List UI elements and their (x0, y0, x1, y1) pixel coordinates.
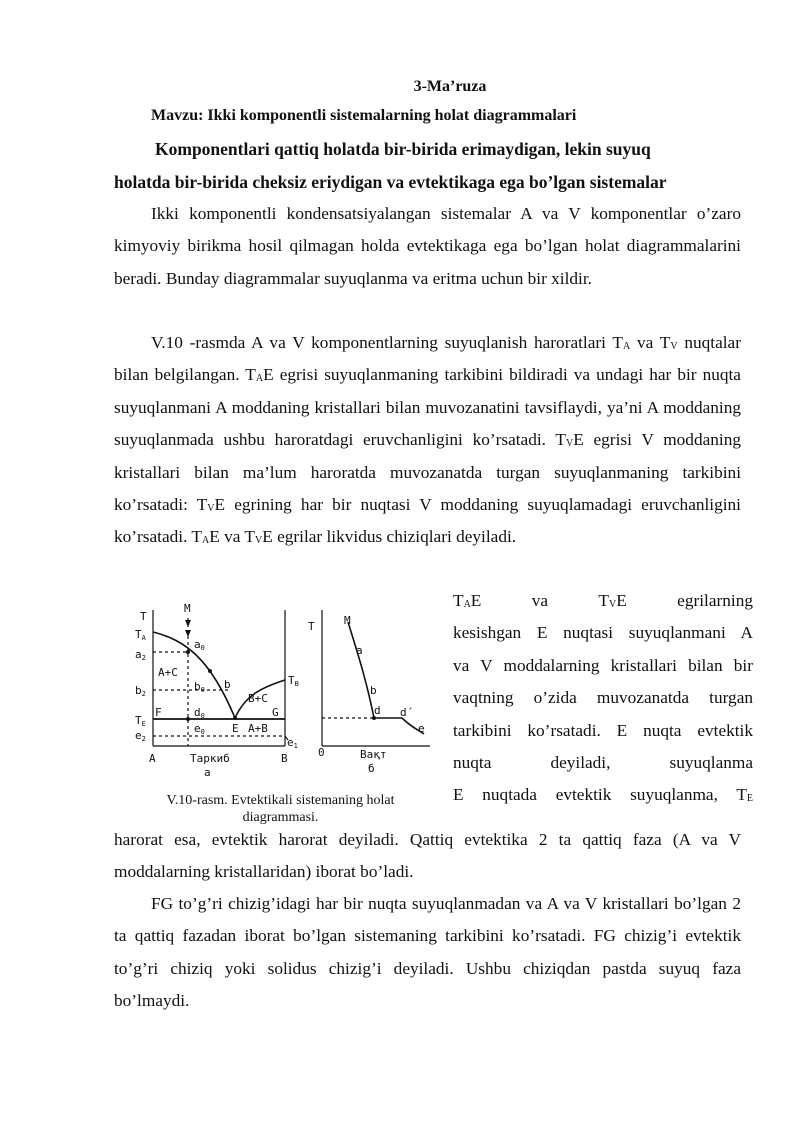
side-line-1: $T_AE$ va $T_VE$ egrilarning (453, 591, 753, 610)
cooling-curve-upper (348, 622, 374, 718)
svg-text:b2: b2 (135, 684, 146, 698)
side-line-3: va V moddalarning kristallari bilan bir (453, 655, 753, 675)
right-x-sub: б (368, 762, 375, 775)
paragraph-eutectic-temp: harorat esa, evtektik harorat deyiladi. Qattiq evtektika 2 ta qattiq faza (A va V moddalarning kristallaridan) iborat bo’ladi. (114, 830, 741, 882)
svg-text:TB: TB (288, 674, 299, 688)
side-line-5: tarkibini ko’rsatadi. E nuqta evtektik (453, 720, 753, 740)
right-axis-label: T (308, 620, 315, 633)
svg-text:E: E (232, 722, 239, 735)
x-label-A: A (149, 752, 156, 765)
region-A-plus-B: A+B (248, 722, 268, 735)
svg-text:e0: e0 (194, 722, 205, 736)
svg-text:d0: d0 (194, 706, 205, 720)
svg-text:b: b (224, 678, 231, 691)
svg-text:F: F (155, 706, 162, 719)
side-line-2: kesishgan E nuqtasi suyuqlanmani A (453, 623, 753, 643)
region-A-plus-C: A+C (158, 666, 178, 679)
composition-label-M: M (184, 602, 191, 615)
left-axis-label: T (140, 610, 147, 623)
svg-text:TE: TE (135, 714, 146, 728)
svg-text:a0: a0 (194, 638, 205, 652)
side-line-6: nuqta deyiladi, suyuqlanma (453, 753, 753, 773)
x-label-B: B (281, 752, 288, 765)
topic-line: Mavzu: Ikki komponentli sistemalarning holat diagrammalari (151, 107, 577, 124)
svg-text:e1: e1 (287, 736, 298, 750)
right-x-title: Вақт (360, 748, 387, 761)
svg-text:a: a (356, 644, 363, 657)
paragraph-solidus: FG to’g’ri chizig’idagi har bir nuqta suyuqlanmadan va A va V kristallari bo’lgan 2 ta qattiq fazadan iborat bo’lgan sistemaning tarkibini ko’rsatadi. FG chizig’i evtektik to’g’ri chiziq yoki solidus chizig’i deyiladi. Ushbu chiziqdan pastda suyuq faza bo’lmaydi. (114, 894, 741, 1011)
svg-text:e2: e2 (135, 729, 146, 743)
svg-text:b0: b0 (194, 680, 205, 694)
section-heading-line1: Komponentlari qattiq holatda bir-birida erimaydigan, lekin suyuq (155, 139, 651, 159)
svg-text:b: b (370, 684, 377, 697)
side-paragraph (453, 585, 753, 812)
svg-text:G: G (272, 706, 279, 719)
figure-caption: V.10-rasm. Evtektikali sistemaning holat diagrammasi. (166, 793, 395, 825)
svg-text:d: d (374, 704, 381, 717)
svg-text:TA: TA (135, 628, 146, 642)
paragraph-liquidus: V.10 -rasmda A va V komponentlarning suyuqlanish haroratlari $T_A$ va $T_V$ nuqtalar bilan belgilangan. $T_AE$ egrisi suyuqlanmaning tarkibini bildiradi va undagi har bir nuqta suyuqlanmani A moddaning kristallari bilan muvozanatini tavsiflaydi, ya’ni A moddaning suyuqlanmada ushbu haroratdagi eruvchanligini ko’rsatadi. $T_VE$ egrisi V moddaning kristallari bilan ma’lum haroratda muvozanatda turgan suyuqlanmaning tarkibini ko’rsatadi: $T_VE$ egrining har bir nuqtasi V moddaning suyuqlamadagi eruvchanligini ko’rsatadi. $T_AE$ va $T_VE$ egrilar likvidus chiziqlari deyiladi. (114, 333, 741, 547)
svg-text:d´: d´ (400, 706, 414, 719)
lecture-number: 3-Ma’ruza (413, 78, 487, 95)
paragraph-intro: Ikki komponentli kondensatsiyalangan sistemalar A va V komponentlar o’zaro kimyoviy birikma hosil qilmagan holda evtektikaga ega bo’lgan holat diagrammalarini beradi. Bunday diagrammalar suyuqlanma va eritma uchun bir xildir. (114, 204, 741, 288)
region-B-plus-C: B+C (248, 692, 268, 705)
x-axis-title: Таркиб (190, 752, 230, 765)
phase-diagram-figure (130, 598, 430, 783)
right-M-label: M (344, 614, 351, 627)
side-line-7: E nuqtada evtektik suyuqlanma, $T_E$ (453, 785, 753, 805)
svg-text:e: e (418, 722, 425, 735)
right-origin: 0 (318, 746, 325, 759)
section-heading-line2: holatda bir-birida cheksiz eriydigan va evtektikaga ega bo’lgan sistemalar (114, 172, 667, 192)
x-axis-sub: a (204, 766, 211, 779)
side-line-4: vaqtning o’zida muvozanatda turgan (453, 688, 753, 708)
svg-text:a2: a2 (135, 648, 146, 662)
